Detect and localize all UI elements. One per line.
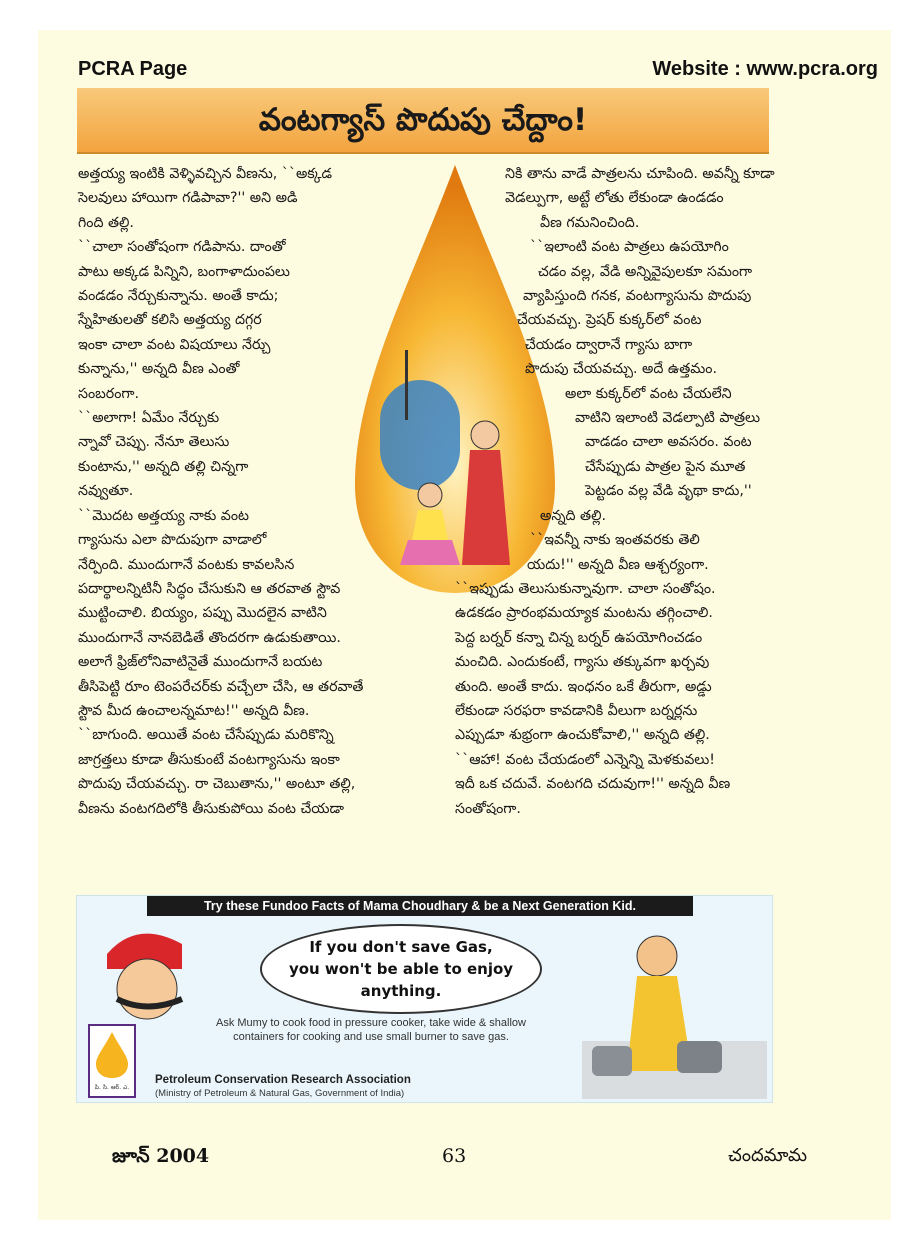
bubble-line: If you don't save Gas,: [309, 938, 493, 956]
pcra-advertisement: [76, 895, 773, 1103]
article-line: పెద్ద బర్నర్ కన్నా చిన్న బర్నర్ ఉపయోగించడం: [455, 629, 703, 646]
article-line: లేకుండా సరఫరా కావడానికి వీలుగా బర్నర్లను: [455, 702, 698, 719]
bubble-line: you won't be able to enjoy: [288, 960, 514, 978]
article-line: గింది తల్లి.: [78, 214, 134, 231]
article-line: అలాగే ఫ్రిజ్‌లోనివాటినైతే ముందుగానే బయట: [78, 654, 323, 671]
article-line: జాగ్రత్తలు కూడా తీసుకుంటే వంటగ్యాసును ఇంకా: [78, 751, 340, 768]
article-line: ``చాలా సంతోషంగా గడిపాను. దాంతో: [78, 239, 286, 256]
article-line: అత్తయ్య ఇంటికి వెళ్ళివచ్చిన వీణను, ``అక్కడ: [78, 166, 333, 182]
article-line: వండడం నేర్చుకున్నాను. అంతే కాదు;: [78, 288, 279, 305]
page-title: వంటగ్యాస్ పొదుపు చేద్దాం!: [258, 102, 588, 138]
article-line: సంబరంగా.: [78, 385, 139, 402]
article-line: అలా కుక్కర్‌లో వంట చేయలేని: [565, 385, 732, 402]
article-line: వెడల్పుగా, అట్టే లోతు లేకుండా ఉండడం: [505, 190, 724, 207]
article-line: చేసేప్పుడు పాత్రల పైన మూత: [585, 458, 746, 475]
article-line: వాటిని ఇలాంటి వెడల్పాటి పాత్రలు: [575, 410, 761, 427]
article-line: చేయవచ్చు. ప్రెషర్ కుక్కర్‌లో వంట: [517, 312, 702, 329]
article-line: ``అలాగా! ఏమేం నేర్చుకు: [78, 410, 220, 427]
logo-text: పి. సి. ఆర్. ఎ.: [94, 1084, 130, 1091]
article-line: వీణ గమనించింది.: [540, 214, 640, 231]
article-line: చడం వల్ల, వేడి అన్నివైపులకూ సమంగా: [538, 263, 753, 280]
article-line: ``ఆహా! వంట చేయడంలో ఎన్నెన్ని మెళకువలు!: [455, 751, 715, 768]
article-line: ``ఇప్పుడు తెలుసుకున్నావుగా. చాలా సంతోషం.: [455, 580, 716, 597]
article-line: నికి తాను వాడే పాత్రలను చూపింది. అవన్నీ కూడా: [505, 166, 775, 182]
article-line: ``ఇవన్నీ నాకు ఇంతవరకు తెలి: [530, 532, 700, 549]
pcra-logo: [88, 1024, 136, 1098]
article-line: అన్నది తల్లి.: [540, 507, 606, 524]
cooking-woman-cartoon: [582, 921, 767, 1099]
article-line: తీసిపెట్టి రూం టెంపరేచర్‌కు వచ్చేలా చేసి, ఆ తరవాతే: [78, 678, 364, 695]
article-line: ఎప్పుడూ శుభ్రంగా ఉంచుకోవాలి,'' అన్నది తల్లి.: [455, 727, 710, 744]
article-line: కున్నాను,'' అన్నది వీణ ఎంతో: [78, 361, 240, 378]
article-line: ఇదీ ఒక చదువే. వంటగది చదువుగా!'' అన్నది వీణ: [455, 776, 731, 793]
article-line: స్టౌవ మీద ఉంచాలన్నమాట!'' అన్నది వీణ.: [78, 702, 310, 719]
ad-tip-line: Ask Mumy to cook food in pressure cooker, take wide & shallow: [216, 1017, 526, 1029]
title-banner: [77, 88, 769, 154]
article-line: పదార్థాలన్నిటినీ సిద్ధం చేసుకుని ఆ తరవాత స్టౌవ: [78, 580, 341, 597]
article-line: ``ఇలాంటి వంట పాత్రలు ఉపయోగిం: [530, 239, 729, 256]
article-line: వీణను వంటగదిలోకి తీసుకుపోయి వంట చేయడా: [78, 800, 345, 817]
article-line: ముట్టించాలి. బియ్యం, పప్పు మొదలైన వాటిని: [78, 605, 327, 622]
article-line: ``మొదట అత్తయ్య నాకు వంట: [78, 507, 249, 524]
article-line: వాడడం చాలా అవసరం. వంట: [585, 434, 752, 451]
ad-tip-line: containers for cooking and use small burner to save gas.: [233, 1031, 509, 1043]
article-column-left: [78, 162, 428, 821]
article-line: పొదుపు చేయవచ్చు. అదే ఉత్తమం.: [525, 361, 717, 378]
speech-bubble: [260, 924, 542, 1014]
article-line: వ్యాపిస్తుంది గనక, వంటగ్యాసును పొదుపు: [523, 288, 752, 305]
org-name: Petroleum Conservation Research Association: [155, 1074, 411, 1086]
article-line: స్నేహితులతో కలిసి అత్తయ్య దగ్గర: [78, 312, 262, 329]
article-line: సంతోషంగా.: [455, 800, 521, 817]
mama-choudhary-cartoon: [87, 914, 207, 1034]
header-website: Website : www.pcra.org: [652, 58, 878, 80]
article-line: కుంటాను,'' అన్నది తల్లి చిన్నగా: [78, 458, 249, 475]
article-line: యదు!'' అన్నది వీణ ఆశ్చర్యంగా.: [527, 556, 709, 573]
article-line: పాటు అక్కడ పిన్నిని, బంగాళాదుంపలు: [78, 263, 290, 280]
bubble-line: anything.: [360, 982, 442, 1000]
org-subtitle: (Ministry of Petroleum & Natural Gas, Government of India): [155, 1088, 405, 1099]
article-line: పెట్టడం వల్ల వేడి వృథా కాదు,'': [585, 483, 752, 500]
page-number: 63: [442, 1145, 467, 1167]
magazine-name: చందమామ: [728, 1145, 807, 1166]
article-line: నవ్వుతూ.: [78, 483, 134, 500]
article-line: నేర్పింది. ముందుగానే వంటకు కావలసిన: [78, 556, 295, 573]
article-column-right: [455, 162, 773, 821]
article-line: పొదుపు చేయవచ్చు. రా చెబుతాను,'' అంటూ తల్లి,: [78, 776, 356, 793]
article-line: తుంది. అంతే కాదు. ఇంధనం ఒకే తీరుగా, అడ్డు: [455, 678, 712, 695]
article-line: న్నావో చెప్పు. నేనూ తెలుసు: [78, 434, 230, 451]
article-line: ముందుగానే నానబెడితే తొందరగా ఉడుకుతాయి.: [78, 629, 341, 646]
article-line: చేయడం ద్వారానే గ్యాసు బాగా: [525, 336, 693, 353]
ad-tip: [195, 1016, 547, 1044]
article-line: సెలవులు హాయిగా గడిపావా?'' అని అడి: [78, 190, 298, 207]
article-line: గ్యాసును ఎలా పొదుపుగా వాడాలో: [78, 532, 267, 549]
article-line: ఉడకడం ప్రారంభమయ్యాక మంటను తగ్గించాలి.: [455, 605, 713, 622]
footer-date: జూన్ 2004: [112, 1145, 210, 1167]
header-pcra-page: PCRA Page: [78, 58, 188, 80]
article-line: మంచిది. ఎందుకంటే, గ్యాసు తక్కువగా ఖర్చవు: [455, 654, 710, 671]
article-line: ``బాగుంది. అయితే వంట చేసేప్పుడు మరికొన్ని: [78, 727, 334, 744]
ad-banner: Try these Fundoo Facts of Mama Choudhary & be a Next Generation Kid.: [147, 896, 693, 916]
drop-logo-icon: [90, 1026, 134, 1080]
article-line: ఇంకా చాలా వంట విషయాలు నేర్చు: [78, 336, 271, 353]
